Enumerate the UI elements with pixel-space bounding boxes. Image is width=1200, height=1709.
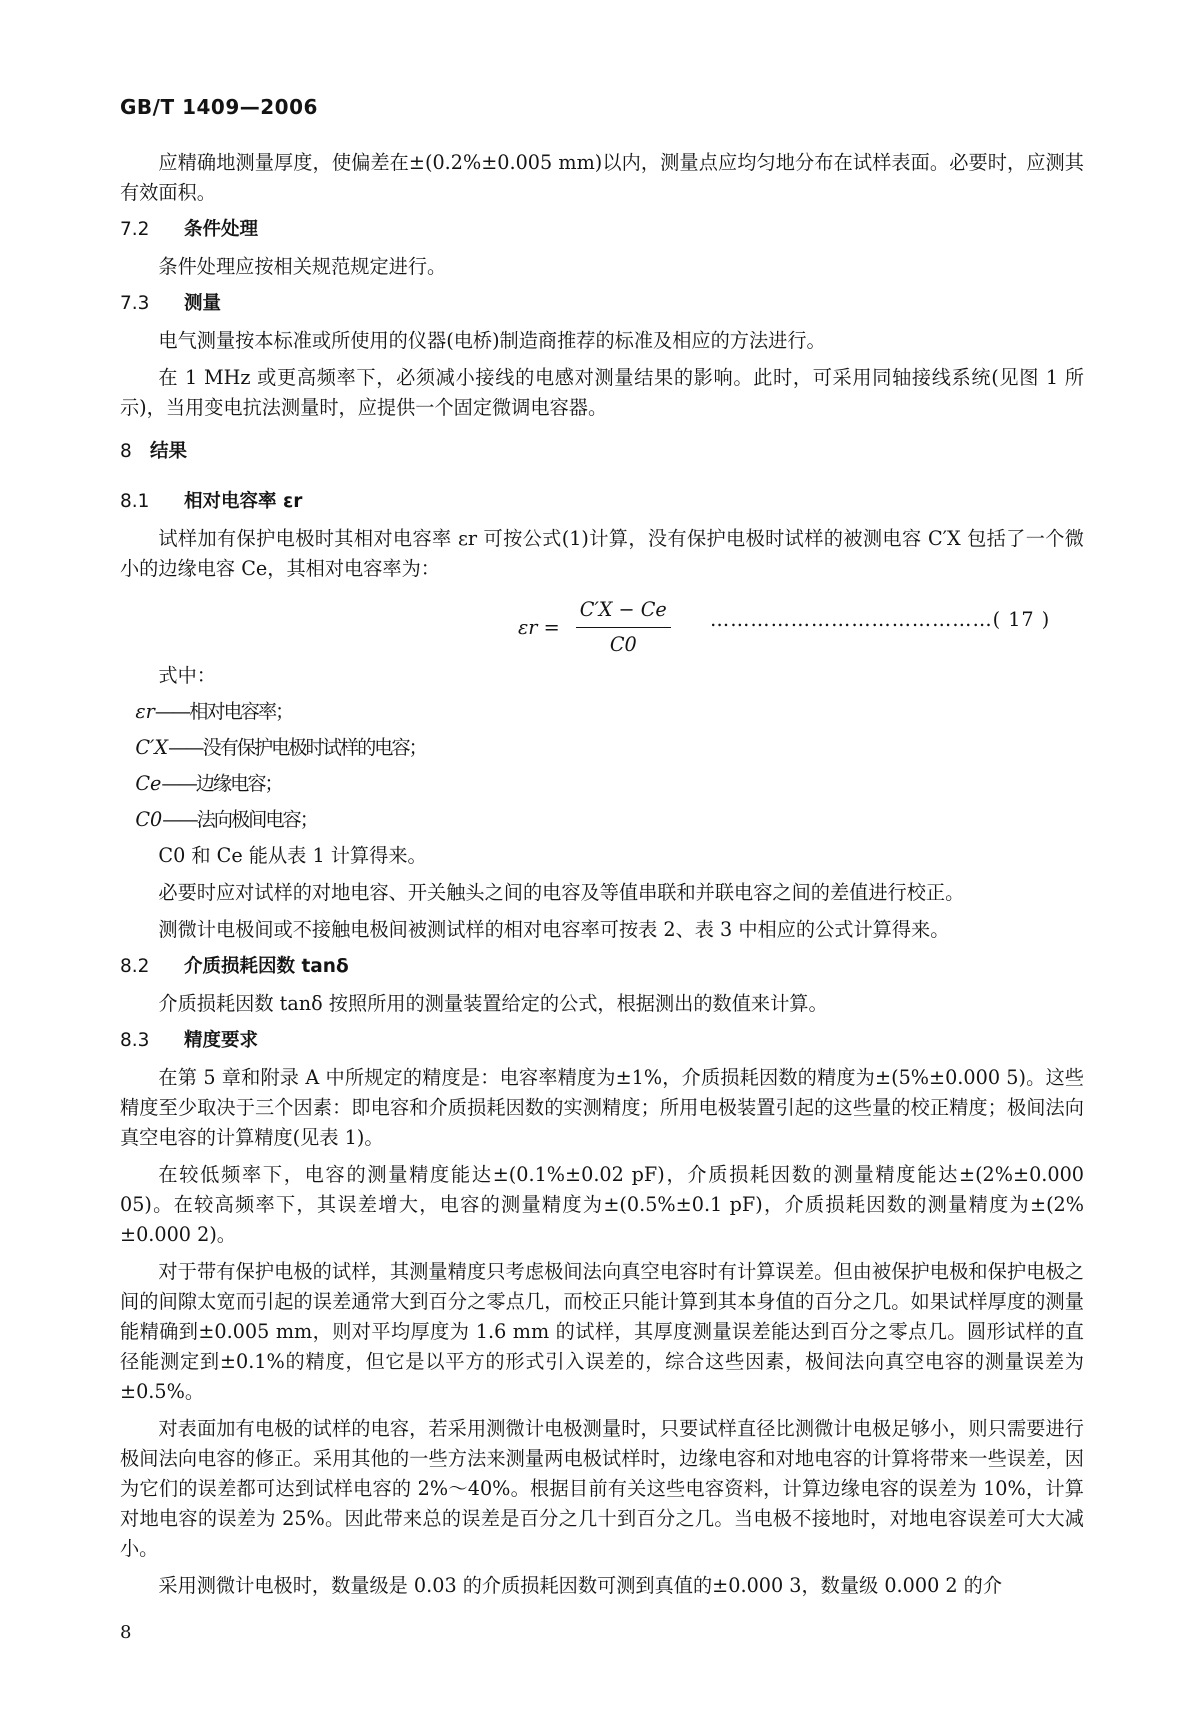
formula-numerator: C′X − Ce [576,595,671,628]
paragraph-micrometer-electrodes: 测微计电极间或不接触电极间被测试样的相对电容率可按表 2、表 3 中相应的公式计算得来。 [158,918,950,941]
section-title: 精度要求 [184,1030,259,1051]
paragraph-thickness: 应精确地测量厚度，使偏差在±(0.2%±0.005 mm)以内，测量点应均匀地分布在试样表面。必要时，应测其有效面积。 [120,151,1084,204]
section-number: 7.2 [120,219,150,240]
paragraph-table1-reference: C0 和 Ce 能从表 1 计算得来。 [158,844,427,867]
paragraph-high-frequency: 在 1 MHz 或更高频率下，必须减小接线的电感对测量结果的影响。此时，可采用同轴接线系统(见图 1 所示)，当用变电抗法测量时，应提供一个固定微调电容器。 [120,366,1084,419]
section-heading-7-2 [120,215,1084,245]
formula-label: ( 17 ) [992,608,1051,631]
section-title: 测量 [184,293,222,314]
section-number: 8.1 [120,491,150,512]
definition-symbol: C′X [135,736,169,759]
formula-lhs: εr = [518,615,560,639]
definition-text: ——没有保护电极时试样的电容； [168,736,426,759]
formula-expression [518,595,671,660]
section-title: 介质损耗因数 tanδ [184,956,349,977]
section-number: 8.2 [120,956,150,977]
paragraph-conditioning: 条件处理应按相关规范规定进行。 [158,255,447,278]
section-number: 8 [120,441,132,462]
section-number: 7.3 [120,293,150,314]
section-heading-7-3 [120,289,1084,319]
formula-denominator: C0 [609,633,637,656]
formula-leader-dots: …………………………………… [710,608,993,631]
section-title: 结果 [150,441,188,462]
definition-symbol: C0 [135,808,163,831]
page-number: 8 [120,1622,132,1643]
paragraph-surface-electrodes: 对表面加有电极的试样的电容，若采用测微计电极测量时，只要试样直径比测微计电极足够小，则只需要进行极间法向电容的修正。采用其他的一些方法来测量两电极试样时，边缘电容和对地电容的计算将带来一些误差，因为它们的误差都可达到试样电容的 2%～40%。根据目前有关这些电容资料，计算边缘电容的误差为 10%，计算对地电容的误差为 25%。因此带来总的误差是百分之几十到百分之几。当电极不接地时，对地电容误差可大大减小。 [120,1417,1084,1560]
section-title: 条件处理 [184,219,259,240]
formula-number [710,605,1050,635]
section-heading-8-3 [120,1026,1084,1056]
formula-17 [120,591,1084,656]
definition-ce [120,769,1084,799]
document-body [120,148,1084,1608]
section-title: 相对电容率 εr [184,491,303,512]
standard-id: GB/T 1409—2006 [120,95,318,119]
definition-cx-prime [120,733,1084,763]
definition-c0 [120,805,1084,835]
definition-symbol: εr [135,700,155,723]
paragraph-frequency-accuracy: 在较低频率下，电容的测量精度能达±(0.1%±0.02 pF)，介质损耗因数的测量精度能达±(2%±0.000 05)。在较高频率下，其误差增大，电容的测量精度为±(0.5%±0.1 pF)，介质损耗因数的测量精度为±(2%±0.000 2)。 [120,1163,1084,1246]
section-heading-8-2 [120,952,1084,982]
definition-text: ——法向极间电容； [162,808,317,831]
paragraph-measurement: 电气测量按本标准或所使用的仪器(电桥)制造商推荐的标准及相应的方法进行。 [158,329,826,352]
definition-symbol: Ce [135,772,162,795]
section-heading-8 [120,437,1084,467]
paragraph-guarded-specimen: 对于带有保护电极的试样，其测量精度只考虑极间法向真空电容时有计算误差。但由被保护电极和保护电极之间的间隙太宽而引起的误差通常大到百分之零点几，而校正只能计算到其本身值的百分之几。如果试样厚度的测量能精确到±0.005 mm，则对平均厚度为 1.6 mm 的试样，其厚度测量误差能达到百分之零点几。圆形试样的直径能测定到±0.1%的精度，但它是以平方的形式引入误差的，综合这些因素，极间法向真空电容的测量误差为±0.5%。 [120,1260,1084,1403]
formula-fraction [576,595,671,660]
where-label: 式中： [158,664,216,687]
section-number: 8.3 [120,1030,150,1051]
paragraph-accuracy-factors: 在第 5 章和附录 A 中所规定的精度是：电容率精度为±1%，介质损耗因数的精度为±(5%±0.000 5)。这些精度至少取决于三个因素：即电容和介质损耗因数的实测精度；所用电极装置引起的这些量的校正精度；极间法向真空电容的计算精度(见表 1)。 [120,1066,1084,1149]
paragraph-dissipation-factor: 介质损耗因数 tanδ 按照所用的测量装置给定的公式，根据测出的数值来计算。 [158,992,828,1015]
section-heading-8-1 [120,487,1084,517]
definition-text: ——边缘电容； [161,772,282,795]
paragraph-correction: 必要时应对试样的对地电容、开关触头之间的电容及等值串联和并联电容之间的差值进行校正。 [158,881,965,904]
definition-epsilon-r [120,697,1084,727]
paragraph-micrometer-accuracy: 采用测微计电极时，数量级是 0.03 的介质损耗因数可测到真值的±0.000 3，数量级 0.000 2 的介 [158,1574,1003,1597]
paragraph-relative-permittivity: 试样加有保护电极时其相对电容率 εr 可按公式(1)计算，没有保护电极时试样的被测电容 C′X 包括了一个微小的边缘电容 Ce，其相对电容率为： [120,527,1084,580]
definition-text: ——相对电容率； [154,700,293,723]
